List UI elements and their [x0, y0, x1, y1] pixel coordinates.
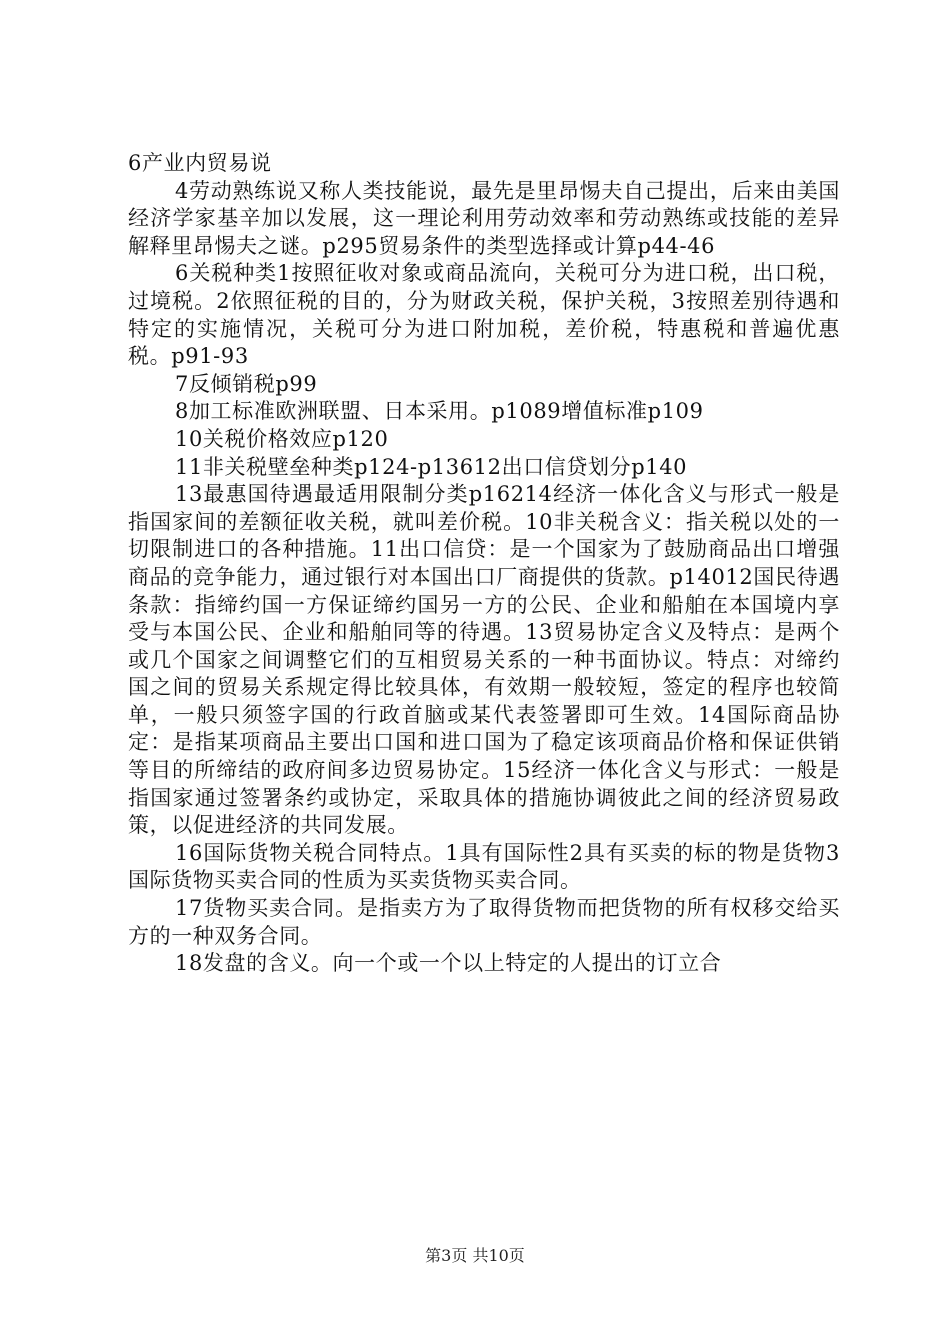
paragraph: 17货物买卖合同。是指卖方为了取得货物而把货物的所有权移交给买方的一种双务合同。 [128, 896, 840, 948]
paragraph: 7反倾销税p99 [175, 371, 318, 396]
paragraph: 16国际货物关税合同特点。1具有国际性2具有买卖的标的物是货物3国际货物买卖合同的性质为买卖货物买卖合同。 [128, 840, 840, 893]
paragraph: 10关税价格效应p120 [175, 426, 389, 451]
paragraph: 4劳动熟练说又称人类技能说，最先是里昂惕夫自己提出，后来由美国经济学家基辛加以发展，这一理论利用劳动效率和劳动熟练或技能的差异解释里昂惕夫之谜。p295贸易条件的类型选择或计算p44-46 [128, 178, 840, 258]
paragraph: 11非关税壁垒种类p124-p13612出口信贷划分p140 [175, 454, 688, 479]
paragraph: 18发盘的含义。向一个或一个以上特定的人提出的订立合 [175, 951, 722, 976]
document-body [128, 150, 840, 978]
paragraph: 6关税种类1按照征收对象或商品流向，关税可分为进口税，出口税，过境税。2依照征税的目的，分为财政关税，保护关税，3按照差别待遇和特定的实施情况，关税可分为进口附加税，差价税，特惠税和普遍优惠税。p91-93 [128, 261, 840, 369]
paragraph: 8加工标准欧洲联盟、日本采用。p1089增值标准p109 [175, 399, 704, 424]
page-footer: 第3页 共10页 [425, 1246, 525, 1265]
paragraph-heading: 6产业内贸易说 [128, 151, 272, 175]
paragraph: 13最惠国待遇最适用限制分类p16214经济一体化含义与形式一般是指国家间的差额征收关税，就叫差价税。10非关税含义：指关税以处的一切限制进口的各种措施。11出口信贷：是一个国家为了鼓励商品出口增强商品的竞争能力，通过银行对本国出口厂商提供的货款。p14012国民待遇条款：指缔约国一方保证缔约国另一方的公民、企业和船舶在本国境内享受与本国公民、企业和船舶同等的待遇。13贸易协定含义及特点：是两个或几个国家之间调整它们的互相贸易关系的一种书面协议。特点：对缔约国之间的贸易关系规定得比较具体，有效期一般较短，签定的程序也较简单，一般只须签字国的行政首脑或某代表签署即可生效。14国际商品协定：是指某项商品主要出口国和进口国为了稳定该项商品价格和保证供销等目的所缔结的政府间多边贸易协定。15经济一体化含义与形式：一般是指国家通过签署条约或协定，采取具体的措施协调彼此之间的经济贸易政策，以促进经济的共同发展。 [128, 482, 840, 838]
